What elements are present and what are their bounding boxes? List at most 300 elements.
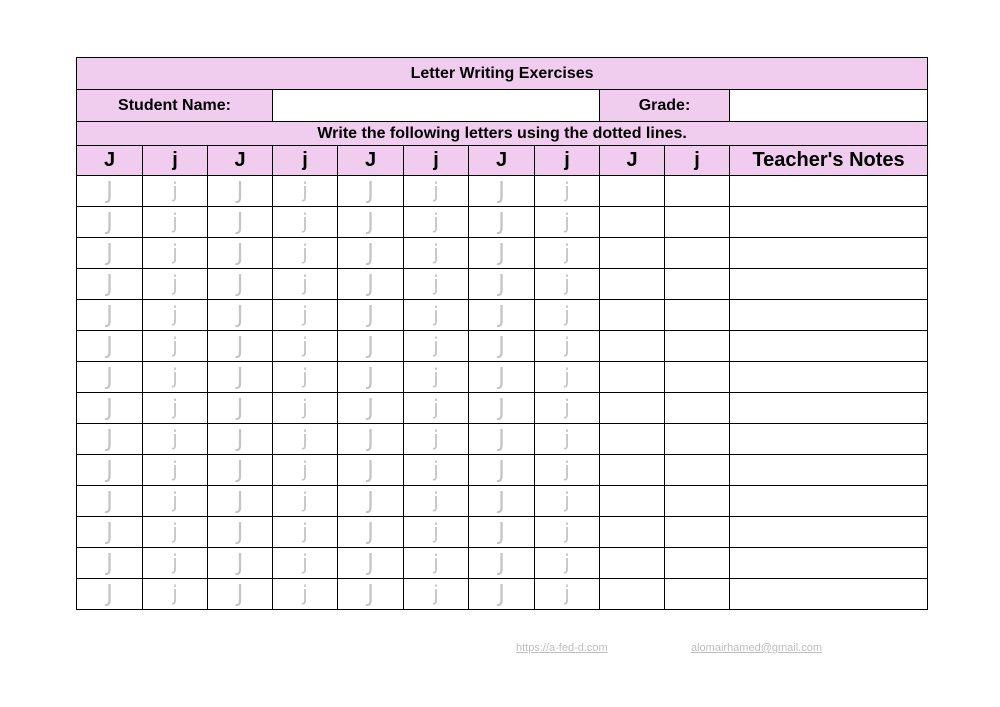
dotted-trace-letter: j — [433, 271, 439, 295]
practice-cell[interactable] — [469, 362, 535, 393]
practice-cell[interactable] — [77, 331, 143, 362]
practice-cell[interactable] — [404, 424, 469, 455]
dotted-trace-letter: j — [433, 488, 439, 512]
dotted-trace-letter: J — [367, 208, 374, 235]
practice-cell[interactable] — [469, 517, 535, 548]
dotted-trace-letter: j — [564, 581, 570, 605]
dotted-trace-letter: J — [236, 487, 244, 514]
dotted-trace-letter: J — [367, 363, 374, 390]
practice-cell[interactable] — [469, 579, 535, 610]
column-header: j — [143, 146, 208, 176]
dotted-trace-letter: j — [564, 426, 570, 450]
teachers-notes-cell[interactable] — [730, 362, 928, 393]
dotted-trace-letter: j — [564, 271, 570, 295]
column-header: J — [77, 146, 143, 176]
practice-cell[interactable] — [208, 269, 273, 300]
practice-cell[interactable] — [665, 176, 730, 207]
dotted-trace-letter: j — [564, 457, 570, 481]
dotted-trace-letter: j — [172, 519, 178, 543]
practice-cell[interactable] — [469, 486, 535, 517]
practice-cell[interactable] — [77, 176, 143, 207]
dotted-trace-letter: J — [106, 518, 113, 545]
practice-cell[interactable] — [600, 486, 665, 517]
dotted-trace-letter: J — [236, 363, 244, 390]
practice-cell[interactable] — [143, 207, 208, 238]
dotted-trace-letter: j — [564, 302, 570, 326]
dotted-trace-letter: j — [172, 209, 178, 233]
practice-cell[interactable] — [665, 393, 730, 424]
practice-cell[interactable] — [77, 455, 143, 486]
worksheet-title: Letter Writing Exercises — [77, 58, 928, 90]
practice-row — [77, 207, 928, 238]
dotted-trace-letter: j — [433, 333, 439, 357]
grade-field[interactable] — [730, 90, 928, 122]
teachers-notes-cell[interactable] — [730, 579, 928, 610]
practice-cell[interactable] — [665, 517, 730, 548]
practice-cell[interactable] — [338, 424, 404, 455]
dotted-trace-letter: J — [236, 239, 244, 266]
practice-cell[interactable] — [600, 207, 665, 238]
dotted-trace-letter: J — [106, 177, 113, 204]
dotted-trace-letter: J — [498, 177, 505, 204]
practice-cell[interactable] — [273, 393, 338, 424]
practice-cell[interactable] — [77, 579, 143, 610]
practice-cell[interactable] — [404, 269, 469, 300]
grade-label-cell — [600, 90, 730, 122]
dotted-trace-letter: J — [367, 177, 374, 204]
practice-cell[interactable] — [600, 331, 665, 362]
dotted-trace-letter: j — [172, 271, 178, 295]
practice-cell[interactable] — [273, 455, 338, 486]
practice-cell[interactable] — [143, 176, 208, 207]
teachers-notes-cell[interactable] — [730, 455, 928, 486]
teachers-notes-cell[interactable] — [730, 331, 928, 362]
dotted-trace-letter: j — [172, 488, 178, 512]
practice-cell[interactable] — [143, 331, 208, 362]
practice-cell[interactable] — [208, 455, 273, 486]
dotted-trace-letter: j — [302, 178, 308, 202]
practice-cell[interactable] — [535, 300, 600, 331]
teachers-notes-cell[interactable] — [730, 424, 928, 455]
practice-cell[interactable] — [535, 455, 600, 486]
practice-cell[interactable] — [535, 331, 600, 362]
column-header: J — [338, 146, 404, 176]
practice-cell[interactable] — [77, 424, 143, 455]
practice-cell[interactable] — [143, 362, 208, 393]
practice-row — [77, 579, 928, 610]
worksheet-table — [76, 57, 928, 610]
teachers-notes-cell[interactable] — [730, 238, 928, 269]
practice-row — [77, 548, 928, 579]
dotted-trace-letter: j — [433, 240, 439, 264]
practice-cell[interactable] — [404, 207, 469, 238]
practice-cell[interactable] — [404, 517, 469, 548]
dotted-trace-letter: j — [172, 581, 178, 605]
dotted-trace-letter: j — [172, 240, 178, 264]
dotted-trace-letter: J — [106, 394, 113, 421]
dotted-trace-letter: J — [498, 425, 505, 452]
practice-cell[interactable] — [208, 579, 273, 610]
practice-cell[interactable] — [665, 331, 730, 362]
practice-cell[interactable] — [665, 455, 730, 486]
dotted-trace-letter: j — [433, 178, 439, 202]
practice-cell[interactable] — [208, 517, 273, 548]
practice-cell[interactable] — [535, 393, 600, 424]
dotted-trace-letter: j — [172, 333, 178, 357]
practice-cell[interactable] — [665, 548, 730, 579]
teachers-notes-header: Teacher's Notes — [730, 146, 928, 176]
practice-cell[interactable] — [77, 207, 143, 238]
teachers-notes-cell[interactable] — [730, 176, 928, 207]
practice-cell[interactable] — [535, 548, 600, 579]
practice-row — [77, 362, 928, 393]
practice-cell[interactable] — [143, 486, 208, 517]
practice-cell[interactable] — [665, 424, 730, 455]
practice-cell[interactable] — [208, 362, 273, 393]
dotted-trace-letter: j — [302, 581, 308, 605]
practice-cell[interactable] — [404, 300, 469, 331]
dotted-trace-letter: j — [433, 302, 439, 326]
practice-cell[interactable] — [143, 424, 208, 455]
practice-cell[interactable] — [404, 238, 469, 269]
dotted-trace-letter: j — [433, 426, 439, 450]
dotted-trace-letter: j — [172, 550, 178, 574]
dotted-trace-letter: J — [106, 239, 113, 266]
practice-cell[interactable] — [273, 517, 338, 548]
dotted-trace-letter: j — [302, 240, 308, 264]
dotted-trace-letter: j — [172, 426, 178, 450]
dotted-trace-letter: j — [433, 550, 439, 574]
dotted-trace-letter: j — [302, 364, 308, 388]
practice-cell[interactable] — [143, 548, 208, 579]
practice-cell[interactable] — [469, 455, 535, 486]
dotted-trace-letter: j — [564, 178, 570, 202]
dotted-trace-letter: J — [236, 208, 244, 235]
dotted-trace-letter: J — [367, 301, 374, 328]
dotted-trace-letter: J — [106, 332, 113, 359]
dotted-trace-letter: J — [106, 270, 113, 297]
practice-cell[interactable] — [338, 207, 404, 238]
practice-cell[interactable] — [208, 331, 273, 362]
column-header: j — [665, 146, 730, 176]
column-header: j — [273, 146, 338, 176]
practice-cell[interactable] — [404, 362, 469, 393]
dotted-trace-letter: J — [367, 239, 374, 266]
practice-cell[interactable] — [273, 486, 338, 517]
dotted-trace-letter: J — [367, 394, 374, 421]
practice-cell[interactable] — [273, 207, 338, 238]
dotted-trace-letter: j — [564, 364, 570, 388]
teachers-notes-cell[interactable] — [730, 269, 928, 300]
practice-cell[interactable] — [273, 424, 338, 455]
practice-cell[interactable] — [77, 238, 143, 269]
practice-cell[interactable] — [535, 176, 600, 207]
dotted-trace-letter: J — [498, 239, 505, 266]
practice-cell[interactable] — [208, 300, 273, 331]
practice-cell[interactable] — [600, 579, 665, 610]
dotted-trace-letter: J — [106, 301, 113, 328]
practice-cell[interactable] — [77, 300, 143, 331]
column-header: J — [469, 146, 535, 176]
dotted-trace-letter: J — [498, 332, 505, 359]
dotted-trace-letter: j — [302, 457, 308, 481]
dotted-trace-letter: J — [236, 425, 244, 452]
practice-cell[interactable] — [338, 269, 404, 300]
dotted-trace-letter: J — [106, 363, 113, 390]
dotted-trace-letter: J — [236, 456, 244, 483]
dotted-trace-letter: j — [302, 333, 308, 357]
dotted-trace-letter: j — [564, 209, 570, 233]
practice-cell[interactable] — [600, 424, 665, 455]
practice-cell[interactable] — [600, 176, 665, 207]
practice-cell[interactable] — [535, 517, 600, 548]
practice-cell[interactable] — [600, 517, 665, 548]
dotted-trace-letter: j — [302, 550, 308, 574]
practice-row — [77, 455, 928, 486]
dotted-trace-letter: J — [498, 487, 505, 514]
dotted-trace-letter: J — [367, 332, 374, 359]
practice-cell[interactable] — [600, 269, 665, 300]
email-link[interactable]: alomairhamed@gmail.com — [691, 642, 822, 654]
practice-row — [77, 176, 928, 207]
dotted-trace-letter: j — [564, 395, 570, 419]
practice-cell[interactable] — [404, 455, 469, 486]
practice-cell[interactable] — [600, 455, 665, 486]
practice-cell[interactable] — [338, 517, 404, 548]
practice-cell[interactable] — [535, 238, 600, 269]
dotted-trace-letter: J — [367, 425, 374, 452]
practice-cell[interactable] — [273, 269, 338, 300]
practice-cell[interactable] — [273, 548, 338, 579]
dotted-trace-letter: J — [106, 580, 113, 607]
dotted-trace-letter: J — [498, 549, 505, 576]
dotted-trace-letter: J — [106, 487, 113, 514]
practice-cell[interactable] — [665, 362, 730, 393]
dotted-trace-letter: J — [236, 177, 244, 204]
practice-cell[interactable] — [469, 238, 535, 269]
practice-cell[interactable] — [469, 424, 535, 455]
student-name-label: Student Name: — [77, 90, 273, 122]
practice-cell[interactable] — [338, 331, 404, 362]
practice-cell[interactable] — [338, 486, 404, 517]
practice-cell[interactable] — [404, 486, 469, 517]
dotted-trace-letter: j — [564, 240, 570, 264]
practice-cell[interactable] — [273, 300, 338, 331]
dotted-trace-letter: j — [564, 488, 570, 512]
practice-cell[interactable] — [469, 176, 535, 207]
dotted-trace-letter: J — [106, 208, 113, 235]
dotted-trace-letter: j — [302, 426, 308, 450]
practice-cell[interactable] — [665, 486, 730, 517]
teachers-notes-cell[interactable] — [730, 517, 928, 548]
dotted-trace-letter: j — [172, 178, 178, 202]
practice-cell[interactable] — [208, 393, 273, 424]
dotted-trace-letter: J — [236, 518, 244, 545]
practice-row — [77, 393, 928, 424]
dotted-trace-letter: J — [498, 363, 505, 390]
dotted-trace-letter: J — [367, 270, 374, 297]
practice-cell[interactable] — [208, 424, 273, 455]
practice-cell[interactable] — [338, 548, 404, 579]
column-header: j — [404, 146, 469, 176]
practice-cell[interactable] — [469, 331, 535, 362]
dotted-trace-letter: J — [236, 549, 244, 576]
dotted-trace-letter: J — [498, 456, 505, 483]
grade-label: Grade: — [638, 96, 691, 114]
practice-cell[interactable] — [600, 238, 665, 269]
dotted-trace-letter: J — [106, 425, 113, 452]
practice-cell[interactable] — [535, 207, 600, 238]
dotted-trace-letter: J — [106, 456, 113, 483]
dotted-trace-letter: J — [236, 580, 244, 607]
practice-cell[interactable] — [404, 331, 469, 362]
practice-cell[interactable] — [600, 300, 665, 331]
dotted-trace-letter: J — [367, 487, 374, 514]
dotted-trace-letter: j — [172, 457, 178, 481]
practice-row — [77, 331, 928, 362]
practice-cell[interactable] — [469, 393, 535, 424]
dotted-trace-letter: j — [302, 209, 308, 233]
dotted-trace-letter: J — [498, 580, 505, 607]
practice-cell[interactable] — [665, 579, 730, 610]
practice-cell[interactable] — [404, 393, 469, 424]
practice-cell[interactable] — [600, 393, 665, 424]
dotted-trace-letter: j — [433, 519, 439, 543]
practice-cell[interactable] — [143, 579, 208, 610]
practice-cell[interactable] — [600, 362, 665, 393]
dotted-trace-letter: j — [302, 271, 308, 295]
teachers-notes-cell[interactable] — [730, 486, 928, 517]
practice-row — [77, 269, 928, 300]
practice-cell[interactable] — [535, 269, 600, 300]
dotted-trace-letter: J — [236, 394, 244, 421]
dotted-trace-letter: J — [367, 518, 374, 545]
dotted-trace-letter: j — [433, 581, 439, 605]
practice-cell[interactable] — [208, 486, 273, 517]
practice-cell[interactable] — [273, 331, 338, 362]
practice-cell[interactable] — [77, 517, 143, 548]
practice-cell[interactable] — [143, 517, 208, 548]
dotted-trace-letter: j — [302, 519, 308, 543]
practice-cell[interactable] — [338, 300, 404, 331]
practice-cell[interactable] — [338, 455, 404, 486]
practice-cell[interactable] — [535, 362, 600, 393]
practice-cell[interactable] — [273, 579, 338, 610]
teachers-notes-cell[interactable] — [730, 548, 928, 579]
practice-row — [77, 238, 928, 269]
dotted-trace-letter: j — [302, 302, 308, 326]
column-header: J — [600, 146, 665, 176]
practice-cell[interactable] — [143, 269, 208, 300]
practice-cell[interactable] — [469, 300, 535, 331]
practice-row — [77, 517, 928, 548]
dotted-trace-letter: J — [498, 518, 505, 545]
practice-cell[interactable] — [665, 300, 730, 331]
practice-cell[interactable] — [208, 207, 273, 238]
dotted-trace-letter: J — [498, 270, 505, 297]
practice-cell[interactable] — [77, 393, 143, 424]
dotted-trace-letter: J — [236, 301, 244, 328]
dotted-trace-letter: J — [498, 394, 505, 421]
dotted-trace-letter: J — [236, 332, 244, 359]
dotted-trace-letter: j — [302, 488, 308, 512]
practice-cell[interactable] — [665, 207, 730, 238]
dotted-trace-letter: J — [498, 208, 505, 235]
practice-cell[interactable] — [469, 207, 535, 238]
practice-cell[interactable] — [208, 548, 273, 579]
dotted-trace-letter: J — [236, 270, 244, 297]
practice-cell[interactable] — [469, 269, 535, 300]
practice-row — [77, 486, 928, 517]
practice-cell[interactable] — [338, 238, 404, 269]
practice-cell[interactable] — [208, 176, 273, 207]
dotted-trace-letter: j — [564, 333, 570, 357]
practice-cell[interactable] — [665, 269, 730, 300]
practice-cell[interactable] — [77, 486, 143, 517]
dotted-trace-letter: J — [367, 456, 374, 483]
dotted-trace-letter: J — [106, 549, 113, 576]
practice-cell[interactable] — [77, 362, 143, 393]
dotted-trace-letter: J — [498, 301, 505, 328]
dotted-trace-letter: j — [172, 302, 178, 326]
teachers-notes-cell[interactable] — [730, 300, 928, 331]
dotted-trace-letter: j — [302, 395, 308, 419]
dotted-trace-letter: j — [172, 395, 178, 419]
dotted-trace-letter: j — [172, 364, 178, 388]
student-name-field[interactable] — [273, 90, 600, 122]
practice-cell[interactable] — [404, 548, 469, 579]
practice-cell[interactable] — [535, 486, 600, 517]
column-header: j — [535, 146, 600, 176]
practice-cell[interactable] — [338, 176, 404, 207]
instructions: Write the following letters using the dotted lines. — [77, 122, 928, 146]
practice-cell[interactable] — [143, 393, 208, 424]
dotted-trace-letter: J — [367, 580, 374, 607]
practice-cell[interactable] — [143, 300, 208, 331]
practice-row — [77, 300, 928, 331]
practice-cell[interactable] — [469, 548, 535, 579]
practice-cell[interactable] — [404, 579, 469, 610]
practice-cell[interactable] — [404, 176, 469, 207]
practice-cell[interactable] — [338, 393, 404, 424]
practice-cell[interactable] — [143, 455, 208, 486]
practice-cell[interactable] — [338, 579, 404, 610]
practice-cell[interactable] — [273, 362, 338, 393]
dotted-trace-letter: j — [564, 550, 570, 574]
practice-cell[interactable] — [273, 176, 338, 207]
dotted-trace-letter: j — [433, 395, 439, 419]
teachers-notes-cell[interactable] — [730, 207, 928, 238]
dotted-trace-letter: J — [367, 549, 374, 576]
practice-cell[interactable] — [273, 238, 338, 269]
dotted-trace-letter: j — [564, 519, 570, 543]
practice-cell[interactable] — [535, 424, 600, 455]
column-header: J — [208, 146, 273, 176]
practice-cell[interactable] — [77, 548, 143, 579]
teachers-notes-cell[interactable] — [730, 393, 928, 424]
practice-cell[interactable] — [665, 238, 730, 269]
practice-cell[interactable] — [600, 548, 665, 579]
practice-cell[interactable] — [338, 362, 404, 393]
site-link[interactable]: https://a-fed-d.com — [516, 642, 608, 654]
dotted-trace-letter: j — [433, 209, 439, 233]
practice-cell[interactable] — [77, 269, 143, 300]
practice-cell[interactable] — [535, 579, 600, 610]
practice-row — [77, 424, 928, 455]
practice-cell[interactable] — [208, 238, 273, 269]
dotted-trace-letter: j — [433, 457, 439, 481]
practice-cell[interactable] — [143, 238, 208, 269]
